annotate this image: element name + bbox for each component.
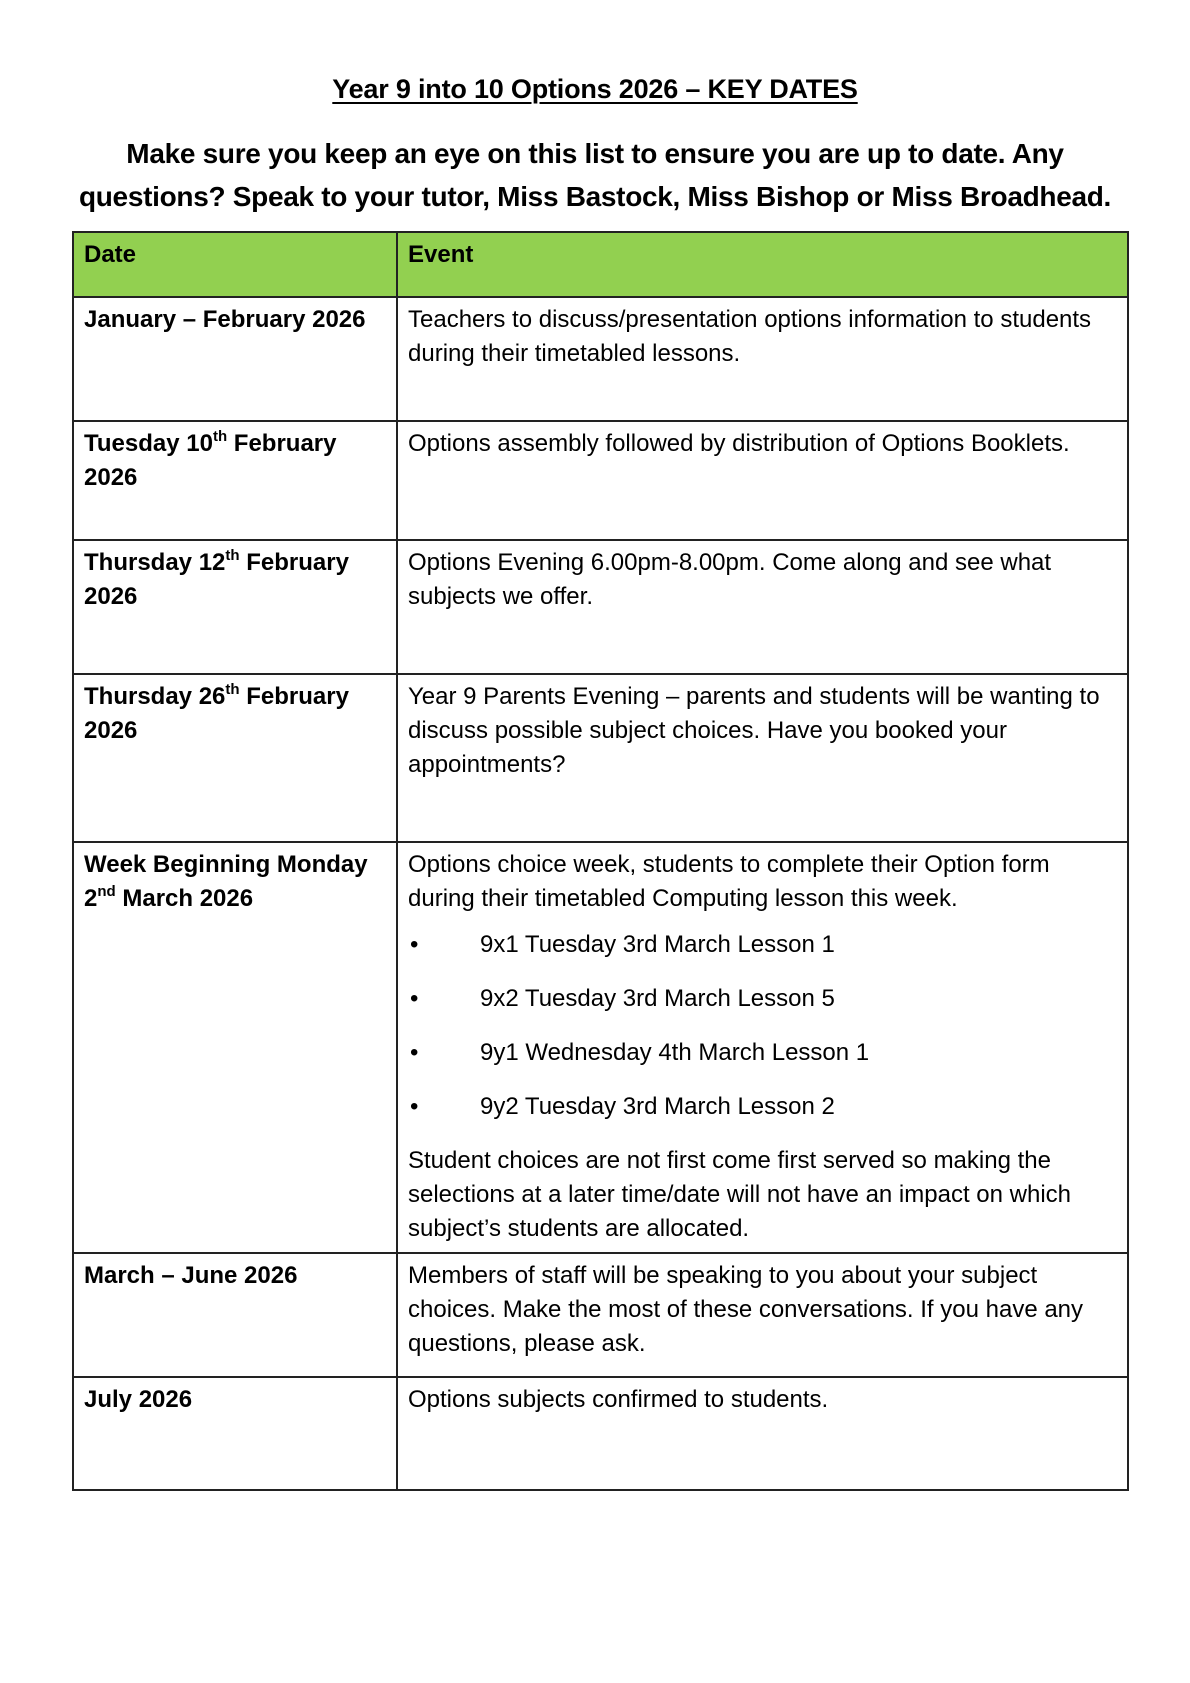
- list-item-text: 9y2 Tuesday 3rd March Lesson 2: [480, 1093, 835, 1120]
- date-cell: [73, 1377, 397, 1490]
- event-text: Options Evening 6.00pm-8.00pm. Come along and see what subjects we offer.: [408, 549, 1052, 610]
- date-text-rest: February 2026: [84, 549, 349, 610]
- bullet-icon: •: [410, 985, 419, 1012]
- event-cell: [397, 540, 1128, 674]
- date-text: January – February 2026: [84, 306, 366, 333]
- event-note: Student choices are not first come first served so making the selections at a later time/date will not have an impact on which subject’s students are allocated.: [408, 1147, 1072, 1242]
- event-text: Members of staff will be speaking to you about your subject choices. Make the most of these conversations. If you have any questions, please ask.: [408, 1262, 1084, 1357]
- date-text: Thursday 26: [84, 683, 226, 710]
- page-title: Year 9 into 10 Options 2026 – KEY DATES: [332, 74, 858, 104]
- bullet-icon: •: [410, 1093, 419, 1120]
- list-item: [408, 1036, 1117, 1070]
- date-text: Thursday 12: [84, 549, 226, 576]
- bullet-icon: •: [410, 931, 419, 958]
- date-ordinal: nd: [97, 883, 116, 900]
- event-cell: [397, 297, 1128, 421]
- date-cell: [73, 297, 397, 421]
- event-cell: [397, 842, 1128, 1253]
- event-text: Options assembly followed by distribution of Options Booklets.: [408, 430, 1070, 457]
- date-cell: [73, 674, 397, 842]
- list-item-text: 9x2 Tuesday 3rd March Lesson 5: [480, 985, 835, 1012]
- event-text: Year 9 Parents Evening – parents and students will be wanting to discuss possible subject choices. Have you booked your appointments?: [408, 683, 1100, 778]
- date-text: Week Beginning Monday 2: [84, 851, 368, 912]
- date-ordinal: th: [225, 547, 240, 564]
- event-column-header: Event: [397, 232, 1128, 297]
- table-row: [73, 674, 1128, 842]
- date-cell: [73, 1253, 397, 1377]
- table-row: [73, 842, 1128, 1253]
- event-cell: [397, 1377, 1128, 1490]
- event-cell: [397, 674, 1128, 842]
- date-cell: [73, 421, 397, 540]
- date-text-rest: February 2026: [84, 683, 349, 744]
- event-text: Teachers to discuss/presentation options information to students during their timetabled lessons.: [408, 306, 1092, 367]
- date-text-rest: March 2026: [115, 885, 254, 912]
- list-item-text: 9y1 Wednesday 4th March Lesson 1: [480, 1039, 870, 1066]
- table-row: [73, 297, 1128, 421]
- date-text-rest: February 2026: [84, 430, 337, 491]
- date-ordinal: th: [225, 681, 240, 698]
- list-item-text: 9x1 Tuesday 3rd March Lesson 1: [480, 931, 835, 958]
- page-subtitle: Make sure you keep an eye on this list to ensure you are up to date. Any questions? Speak to your tutor, Miss Bastock, Miss Bishop or Miss Broadhead.: [78, 138, 1112, 212]
- date-cell: [73, 842, 397, 1253]
- table-header-row: [73, 232, 1128, 297]
- table-row: [73, 421, 1128, 540]
- date-text: Tuesday 10: [84, 430, 213, 457]
- event-text: Options subjects confirmed to students.: [408, 1386, 829, 1413]
- event-text: Options choice week, students to complete their Option form during their timetabled Computing lesson this week.: [408, 851, 1050, 912]
- lesson-list: [408, 928, 1117, 1124]
- date-ordinal: th: [212, 428, 228, 445]
- event-cell: [397, 421, 1128, 540]
- date-column-header: Date: [73, 232, 397, 297]
- list-item: [408, 1090, 1117, 1124]
- list-item: [408, 928, 1117, 962]
- table-row: [73, 1377, 1128, 1490]
- event-cell: [397, 1253, 1128, 1377]
- bullet-icon: •: [410, 1039, 419, 1066]
- table-row: [73, 540, 1128, 674]
- key-dates-table: [72, 231, 1129, 1491]
- date-cell: [73, 540, 397, 674]
- table-row: [73, 1253, 1128, 1377]
- list-item: [408, 982, 1117, 1016]
- date-text: July 2026: [84, 1386, 193, 1413]
- date-text: March – June 2026: [84, 1262, 298, 1289]
